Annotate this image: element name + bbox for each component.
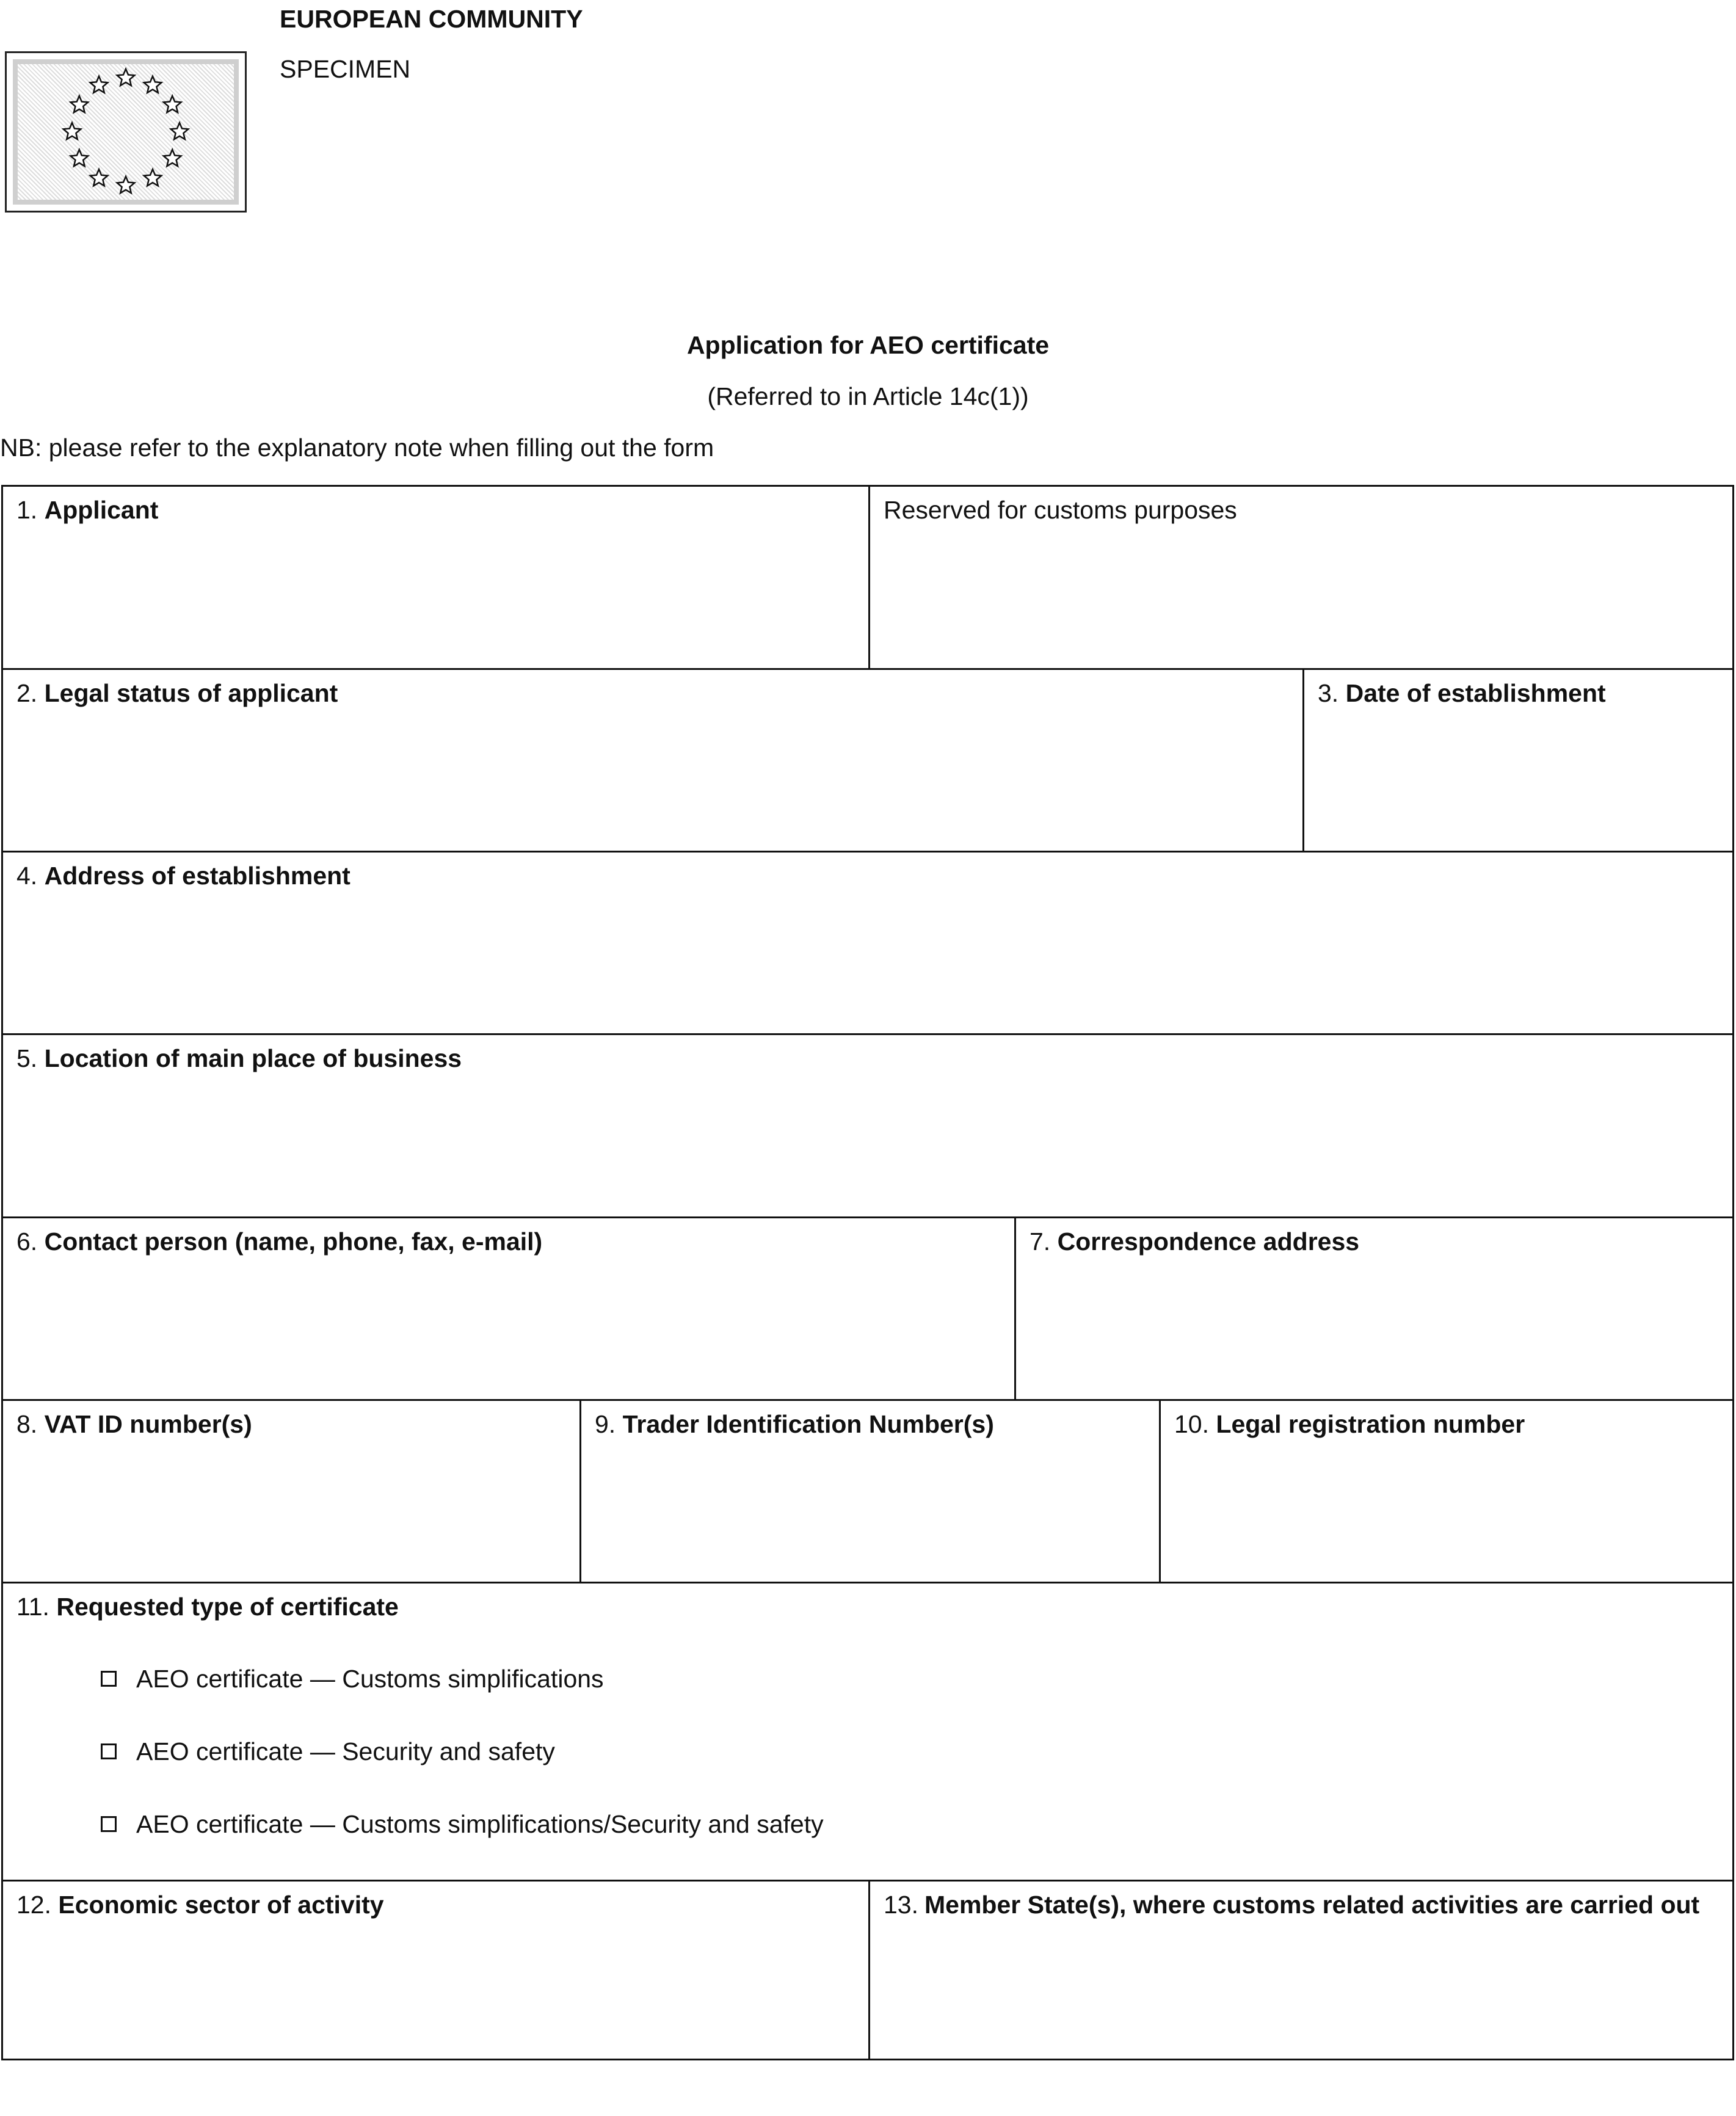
field-label: Correspondence address (1057, 1227, 1360, 1256)
field-applicant[interactable] (3, 487, 870, 668)
field-label: Reserved for customs purposes (884, 496, 1237, 524)
star-icon (117, 69, 135, 85)
form-subtitle: (Referred to in Article 14c(1)) (707, 382, 1029, 410)
field-economic-sector[interactable] (3, 1881, 870, 2059)
form-row-7 (3, 1583, 1732, 1881)
field-number: 9. (595, 1410, 616, 1438)
option-security-and-safety[interactable] (101, 1737, 555, 1766)
field-label: Contact person (name, phone, fax, e-mail) (44, 1227, 543, 1256)
field-label: Member State(s), where customs related activities are carried out (924, 1891, 1700, 1919)
field-address-of-establishment[interactable] (3, 853, 1732, 1033)
field-legal-registration[interactable] (1161, 1401, 1732, 1582)
field-number: 4. (16, 862, 38, 890)
star-icon (144, 169, 162, 186)
star-icon (164, 150, 181, 166)
field-legal-status[interactable] (3, 670, 1304, 851)
checkbox-icon[interactable] (101, 1743, 117, 1759)
form-row-6 (3, 1401, 1732, 1583)
field-label: Economic sector of activity (58, 1891, 384, 1919)
field-label: Requested type of certificate (56, 1593, 399, 1621)
field-main-place-of-business[interactable] (3, 1035, 1732, 1216)
option-label: AEO certificate — Customs simplifications (136, 1665, 604, 1693)
star-icon (71, 150, 89, 166)
header-title: EUROPEAN COMMUNITY (280, 5, 583, 33)
eu-flag-icon (5, 51, 247, 213)
field-label: Applicant (44, 496, 159, 524)
form-row-2 (3, 670, 1732, 853)
application-form (1, 485, 1734, 2060)
checkbox-icon[interactable] (101, 1816, 117, 1832)
option-customs-simplifications[interactable] (101, 1664, 604, 1693)
field-correspondence-address[interactable] (1016, 1218, 1732, 1399)
field-label: Legal registration number (1216, 1410, 1525, 1438)
form-row-3 (3, 853, 1732, 1035)
checkbox-icon[interactable] (101, 1671, 117, 1687)
star-icon (71, 96, 89, 112)
star-icon (144, 76, 162, 93)
field-vat-id[interactable] (3, 1401, 581, 1582)
option-label: AEO certificate — Security and safety (136, 1737, 555, 1765)
eu-stars-circle (7, 53, 245, 211)
field-number: 1. (16, 496, 38, 524)
field-number: 3. (1318, 679, 1339, 707)
field-label: Legal status of applicant (44, 679, 338, 707)
star-icon (164, 96, 181, 112)
star-icon (90, 169, 108, 186)
field-label: Trader Identification Number(s) (622, 1410, 994, 1438)
field-number: 8. (16, 1410, 38, 1438)
field-label: Location of main place of business (44, 1044, 462, 1072)
star-icon (117, 176, 135, 193)
field-number: 5. (16, 1044, 38, 1072)
field-member-states[interactable] (870, 1881, 1732, 2059)
field-label: Address of establishment (44, 862, 350, 890)
form-row-4 (3, 1035, 1732, 1218)
form-row-1 (3, 487, 1732, 670)
field-number: 13. (884, 1891, 918, 1919)
star-icon (171, 123, 189, 139)
field-reserved-customs (870, 487, 1732, 668)
field-heading (884, 1890, 1719, 1919)
form-title: Application for AEO certificate (686, 331, 1050, 359)
form-row-8 (3, 1881, 1732, 2059)
field-number: 7. (1030, 1227, 1051, 1256)
star-icon (90, 76, 108, 93)
star-icon (64, 123, 81, 139)
field-number: 2. (16, 679, 38, 707)
field-contact-person[interactable] (3, 1218, 1016, 1399)
field-label: VAT ID number(s) (44, 1410, 252, 1438)
field-number: 6. (16, 1227, 38, 1256)
field-number: 10. (1174, 1410, 1209, 1438)
field-number: 12. (16, 1891, 51, 1919)
option-customs-security-combined[interactable] (101, 1809, 824, 1839)
field-requested-certificate (3, 1583, 1732, 1880)
option-label: AEO certificate — Customs simplifications/Security and safety (136, 1810, 824, 1838)
field-trader-id[interactable] (581, 1401, 1161, 1582)
explanatory-note: NB: please refer to the explanatory note when filling out the form (0, 434, 714, 462)
field-date-of-establishment[interactable] (1304, 670, 1732, 851)
form-row-5 (3, 1218, 1732, 1401)
field-number: 11. (16, 1593, 49, 1621)
field-label: Date of establishment (1345, 679, 1606, 707)
specimen-label: SPECIMEN (280, 55, 411, 83)
